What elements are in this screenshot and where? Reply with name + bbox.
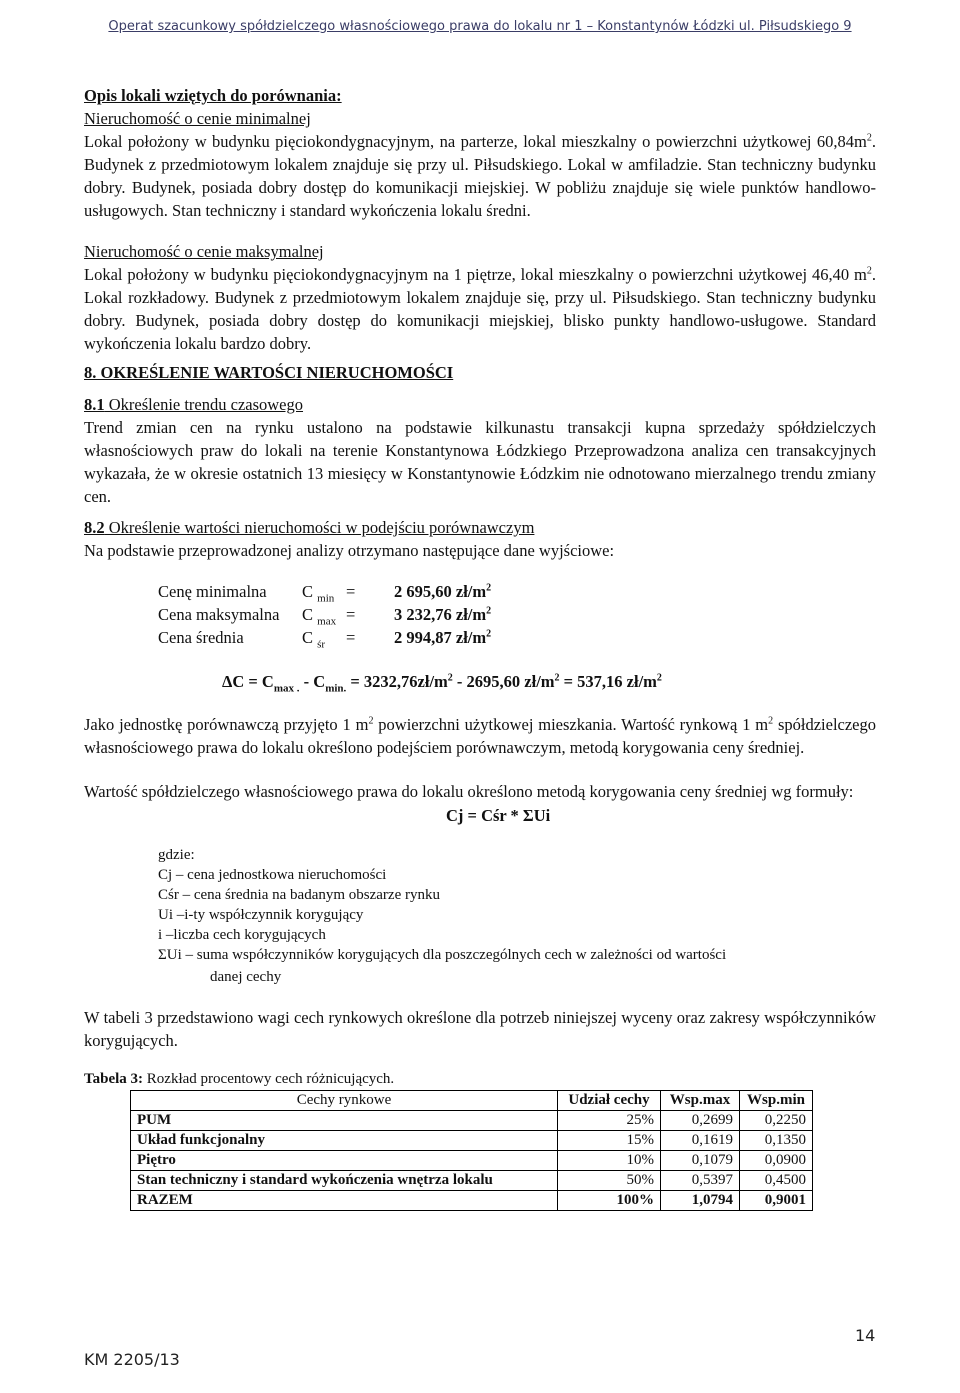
price-equals: = [346,605,356,624]
price-equals: = [346,582,356,601]
table-cell-max: 0,1079 [661,1151,740,1171]
price-symbol: C $_{śr}$ [302,628,326,651]
delta-c-equation: $\Delta C = C_{max .} - C_{min.}$ = $3232,76zł/m^2 - 2695,60$ $zł/m^2 = 537,16$ $zł/m^2$ [222,672,662,695]
definitions-list [158,845,876,987]
price-symbol: C $_{max}$ [302,605,337,628]
table-total-row [131,1191,813,1211]
running-header: Operat szacunkowy spółdzielczego własnościowego prawa do lokalu nr 1 – Konstantynów Łódzki ul. Piłsudskiego 9 [108,19,852,34]
table-cell-share: 100% [558,1191,661,1211]
table-header-cell: Udział cechy [558,1091,661,1111]
definition-sum-ui-cont: danej cechy [210,969,282,985]
table-cell-min: 0,9001 [740,1191,813,1211]
max-property-heading: Nieruchomość o cenie maksymalnej [84,242,324,261]
table-cell-max: 0,2699 [661,1111,740,1131]
price-value: 2 994,87 $zł/m^2$ [394,628,492,647]
table-cell-feature: RAZEM [131,1191,558,1211]
definition-cj: Cj – cena jednostkowa nieruchomości [158,867,387,883]
min-property-description: Lokal położony w budynku pięciokondygnacyjnym, na parterze, lokal mieszkalny o powierzchni użytkowej $60,84m^2$. Budynek z przedmiotowym lokalem znajduje się przy ul. Piłsudskiego. Lokal w amfiladzie. Stan techniczny budynku dobry. Budynek, posiada dobry dostęp do komunikacji miejskiej. W pobliżu znajduje się wiele punktów handlowo-usługowych. Stan techniczny i standard wykończenia lokalu średni. [84,132,876,220]
table-row [131,1151,813,1171]
price-row-max [84,603,876,626]
table-cell-min: 0,4500 [740,1171,813,1191]
table-row [131,1171,813,1191]
table-cell-share: 10% [558,1151,661,1171]
definition-i: i –liczba cech korygujących [158,927,326,943]
table-cell-min: 0,2250 [740,1111,813,1131]
table-header-cell: Wsp.max [661,1091,740,1111]
section-title-opis: Opis lokali wziętych do porównania: [84,86,342,105]
table-cell-min: 0,0900 [740,1151,813,1171]
price-label: Cenę minimalna [158,582,267,601]
section-8-2-intro: Na podstawie przeprowadzonej analizy otrzymano następujące dane wyjściowe: [84,541,615,560]
table-header-row [131,1091,813,1111]
table-cell-feature: Układ funkcjonalny [131,1131,558,1151]
table-header-cell: Wsp.min [740,1091,813,1111]
price-label: Cena maksymalna [158,605,280,624]
table-cell-feature: PUM [131,1111,558,1131]
definition-csr: Cśr – cena średnia na badanym obszarze rynku [158,887,440,903]
section-8-1-text: Trend zmian cen na rynku ustalono na podstawie kilkunastu transakcji kupna sprzedaży spółdzielczych własnościowych praw do lokali na terenie Konstantynowa Łódzkiego Przeprowadzona analiza cen transakcyjnych wykazała, że w okresie ostatnich 13 miesięcy w Konstantynowie Łódzkim nie odnotowano mierzalnego trendu zmiany cen. [84,418,876,506]
formula: Cj = Cśr * ΣUi [446,806,551,825]
price-symbol: C $_{min}$ [302,582,335,605]
table-cell-max: 1,0794 [661,1191,740,1211]
price-value: 2 695,60 $zł/m^2$ [394,582,492,601]
min-property-heading: Nieruchomość o cenie minimalnej [84,109,311,128]
page-content [84,84,876,1211]
table-cell-min: 0,1350 [740,1131,813,1151]
page-number: 14 [855,1326,876,1345]
price-list [84,580,876,649]
comparison-unit-text: Jako jednostkę porównawczą przyjęto 1 $m^2$ powierzchni użytkowej mieszkania. Wartość rynkową 1 $m^2$ spółdzielczego własnościowego prawa do lokalu określono podejściem porównawczym, metodą korygowania ceny średniej. [84,715,877,757]
table-intro-text: W tabeli 3 przedstawiono wagi cech rynkowych określone dla potrzeb niniejszej wyceny oraz zakresy współczynników korygujących. [84,1008,876,1050]
table-cell-feature: Piętro [131,1151,558,1171]
section-8-2-heading: 8.2 Określenie wartości nieruchomości w podejściu porównawczym [84,518,535,537]
features-table [130,1090,813,1211]
table-header-cell: Cechy rynkowe [131,1091,558,1111]
price-row-avg [84,626,876,649]
definition-sum-ui: ΣUi – suma współczynników korygujących dla poszczególnych cech w zależności od wartości [158,947,727,963]
method-text: Wartość spółdzielczego własnościowego prawa do lokalu określono metodą korygowania ceny średniej wg formuły: [84,782,854,801]
price-equals: = [346,628,356,647]
table-row [131,1111,813,1131]
document-id: KM 2205/13 [84,1350,180,1369]
where-label: gdzie: [158,847,195,863]
section-8-1-heading: 8.1 Określenie trendu czasowego [84,395,304,414]
table-row [131,1131,813,1151]
section-8-heading: 8. OKREŚLENIE WARTOŚCI NIERUCHOMOŚCI [84,363,454,382]
price-value: 3 232,76 $zł/m^2$ [394,605,492,624]
price-label: Cena średnia [158,628,244,647]
table-cell-share: 25% [558,1111,661,1131]
price-row-min [84,580,876,603]
table-cell-max: 0,1619 [661,1131,740,1151]
table-cell-feature: Stan techniczny i standard wykończenia wnętrza lokalu [131,1171,558,1191]
table-caption: Tabela 3: Rozkład procentowy cech różnicujących. [84,1071,395,1087]
table-cell-share: 50% [558,1171,661,1191]
table-cell-max: 0,5397 [661,1171,740,1191]
max-property-description: Lokal położony w budynku pięciokondygnacyjnym na 1 piętrze, lokal mieszkalny o powierzchni użytkowej 46,40 $m^2$. Lokal rozkładowy. Budynek z przedmiotowym lokalem znajduje się, przy ul. Piłsudskiego. Stan techniczny budynku dobry. Budynek, posiada dobry dostęp do komunikacji miejskiej, blisko punkty handlowo-usługowe. Standard wykończenia lokalu bardzo dobry. [84,265,876,353]
table-cell-share: 15% [558,1131,661,1151]
definition-ui: Ui –i-ty współczynnik korygujący [158,907,364,923]
